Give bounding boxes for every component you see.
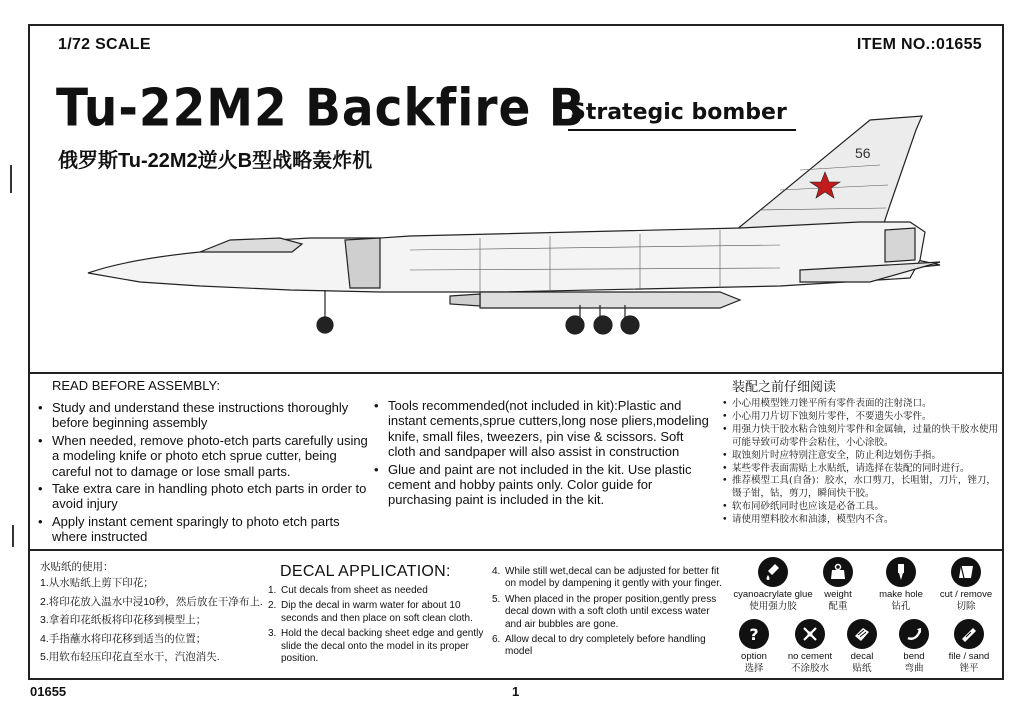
binding-mark — [10, 165, 12, 193]
list-item: • When needed, remove photo-etch parts carefully using a modeling knife or photo etch sprue cutter, being careful not to damage or lose small parts. — [38, 433, 370, 479]
list-item: 1.从水贴纸上剪下印花； — [40, 577, 154, 589]
decal-icon — [847, 619, 877, 649]
cut-remove-icon — [951, 557, 981, 587]
legend-no-cement: no cement 不涂胶水 — [782, 619, 838, 674]
read-before-list-2 — [374, 398, 710, 510]
water-decal-heading: 水贴纸的使用： — [40, 561, 114, 573]
question-icon — [739, 619, 769, 649]
list-item: • 小心用刀片切下蚀刻片零件，不要遗失小零件。 — [722, 411, 1004, 424]
tail-number: 56 — [855, 145, 871, 161]
section-divider-bottom — [28, 549, 1004, 551]
list-item: • Apply instant cement sparingly to photo etch parts where instructed — [38, 514, 370, 545]
weight-icon — [823, 557, 853, 587]
no-cement-icon — [795, 619, 825, 649]
decal-steps-1 — [268, 585, 496, 668]
footer-item-code: 01655 — [30, 684, 67, 699]
legend-make-hole: make hole 钻孔 — [874, 557, 928, 612]
list-item: • Study and understand these instructions thoroughly before beginning assembly — [38, 400, 370, 431]
product-title: Tu-22M2 Backfire B — [56, 78, 586, 139]
list-item: • 用强力快干胶水粘合蚀刻片零件和金属轴，过量的快干胶水使用可能导致可动零件会粘住，小心涂胶。 — [722, 424, 1004, 450]
legend-cut-remove: cut / remove 切除 — [934, 557, 998, 612]
list-item: • 小心用模型锉刀锉平所有零件表面的注射浇口。 — [722, 398, 1004, 411]
cn-notes-list — [722, 398, 1004, 527]
legend-option: ? option 选择 — [736, 619, 772, 674]
list-item: • Glue and paint are not included in the kit. Use plastic cement and hobby paints only. Color guide for purchasing paint is included in the kit. — [374, 462, 710, 508]
decal-steps-2 — [492, 566, 722, 662]
binding-mark — [12, 525, 14, 547]
aircraft-illustration — [80, 110, 950, 345]
list-item: 2.将印花放入温水中浸10秒，然后放在干净布上. — [40, 595, 263, 608]
legend-file-sand: file / sand 锉平 — [944, 619, 994, 674]
list-item: 3. Hold the decal backing sheet edge and gently slide the decal onto the model in its proper position. — [268, 628, 484, 665]
list-item: 6. Allow decal to dry completely before handling model — [492, 634, 706, 658]
list-item: • Take extra care in handling photo etch parts in order to avoid injury — [38, 481, 370, 512]
list-item: • 推荐模型工具(自备)：胶水，水口剪刀，长咀钳，刀片，锉刀，镊子钳，钻，剪刀，瞬间快干胶。 — [722, 475, 1004, 501]
list-item: 2. Dip the decal in warm water for about 10 seconds and then place on soft clean cloth. — [268, 600, 473, 624]
list-item: 5. When placed in the proper position,gently press decal down with a soft cloth until excess water and air bubbles are gone. — [492, 593, 717, 630]
water-decal-list — [40, 577, 263, 670]
product-subtitle: Strategic bomber — [570, 100, 787, 125]
list-item: 1. Cut decals from sheet as needed — [268, 585, 428, 596]
scale-label: 1/72 SCALE — [58, 36, 151, 53]
list-item: • 软布同砂纸同时也应该是必备工具。 — [722, 501, 1004, 514]
list-item: • 某些零件表面需贴上水贴纸，请选择在装配的同时进行。 — [722, 463, 1004, 476]
bend-icon — [899, 619, 929, 649]
svg-text:?: ? — [749, 625, 759, 644]
legend-cyanoacrylate: cyanoacrylate glue 使用强力胶 — [728, 557, 818, 612]
list-item: 3.拿着印花纸板将印花移到模型上； — [40, 614, 207, 626]
read-before-list-1 — [38, 400, 370, 547]
section-divider-top — [28, 372, 1004, 374]
product-title-cn: 俄罗斯Tu-22M2逆火B型战略轰炸机 — [58, 150, 373, 172]
decal-application-heading: DECAL APPLICATION: — [280, 563, 451, 580]
glue-drop-icon — [758, 557, 788, 587]
item-number: ITEM NO.:01655 — [856, 36, 982, 53]
page-number: 1 — [512, 684, 520, 699]
legend-bend: bend 弯曲 — [894, 619, 934, 674]
list-item: • 取蚀刻片时应特别注意安全，防止利边划伤手指。 — [722, 450, 1004, 463]
list-item: • 请使用塑料胶水和油漆，模型内不含。 — [722, 514, 1004, 527]
legend-decal: decal 贴纸 — [842, 619, 882, 674]
drill-hole-icon — [886, 557, 916, 587]
list-item: • Tools recommended(not included in kit):Plastic and instant cements,sprue cutters,long nose pliers,modeling knife, small files, tweezers, pin vise & scissors. Soft cloth and sandpaper will also assist in construction — [374, 398, 710, 460]
read-before-heading: READ BEFORE ASSEMBLY: — [52, 378, 221, 393]
file-sand-icon — [954, 619, 984, 649]
list-item: 5.用软布轻压印花直至水干，汽泡消失. — [40, 651, 220, 663]
cn-notes-heading: 装配之前仔细阅读 — [732, 379, 837, 394]
legend-weight: weight 配重 — [816, 557, 860, 612]
list-item: 4. While still wet,decal can be adjusted for better fit on model by dampening it gently with your finger. — [492, 566, 722, 590]
list-item: 4.手指蘸水将印花移到适当的位置； — [40, 632, 207, 645]
